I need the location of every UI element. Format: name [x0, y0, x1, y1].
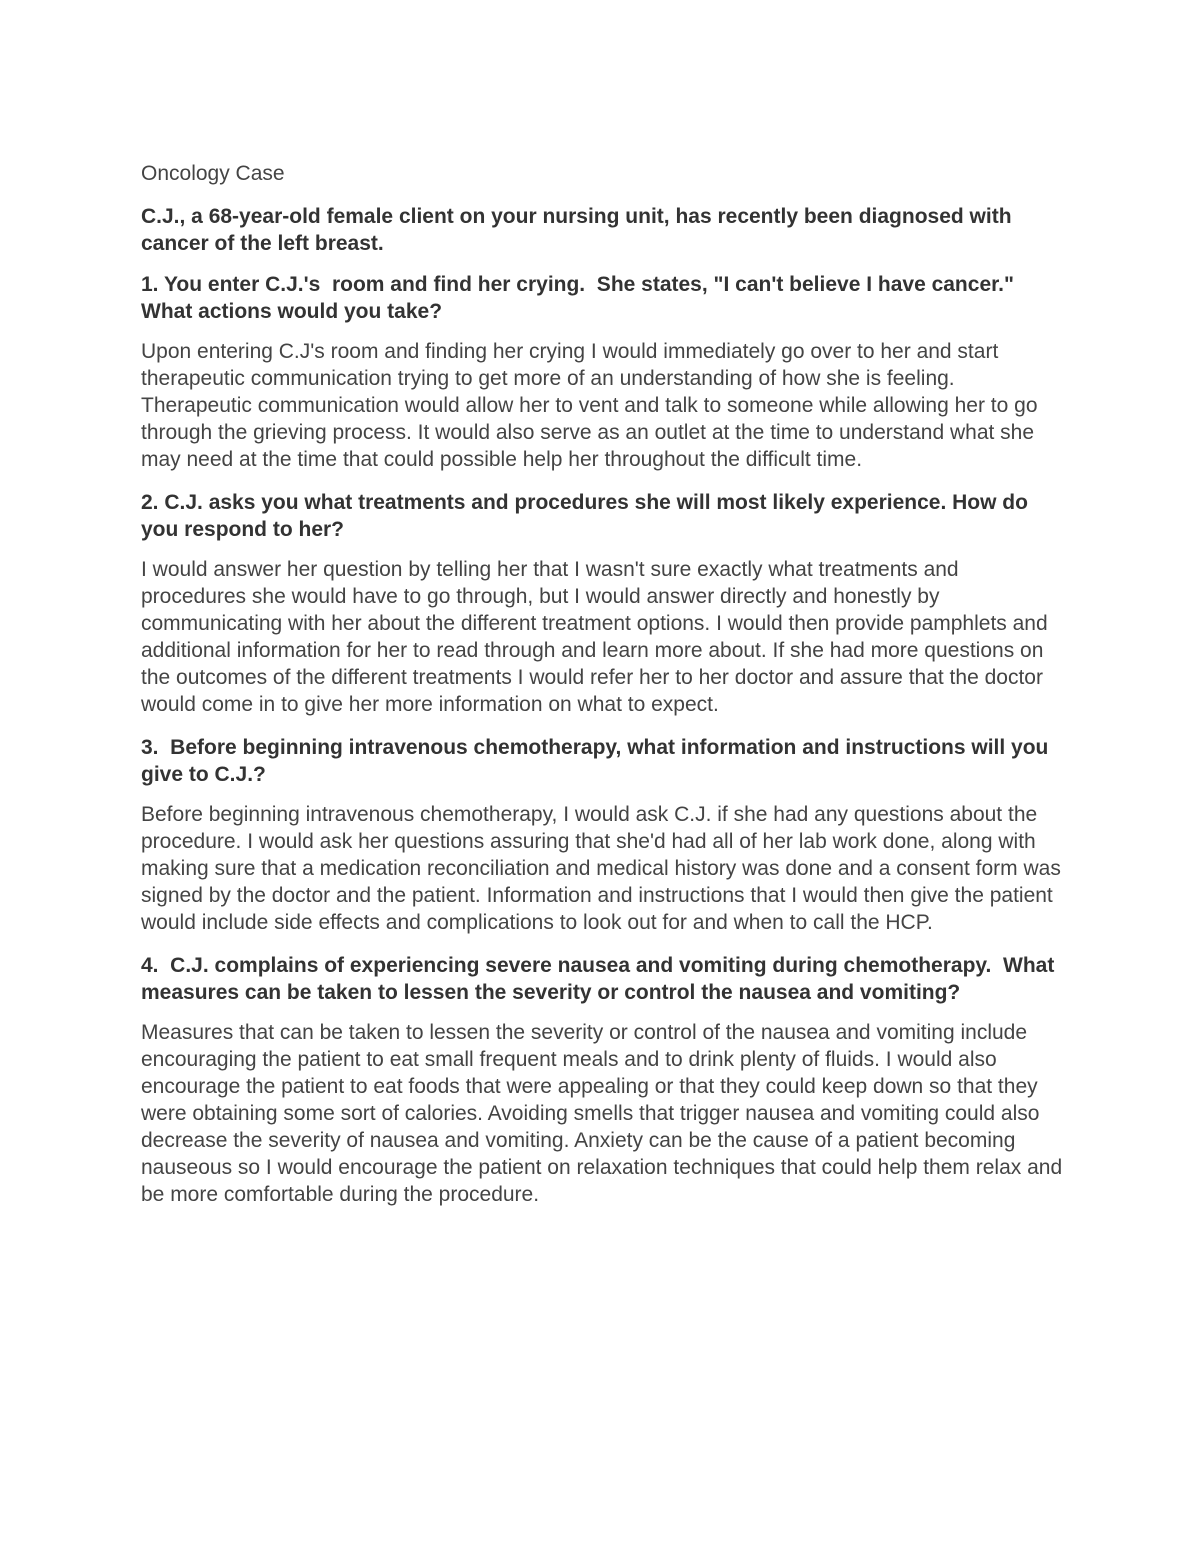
question-4: 4. C.J. complains of experiencing severe nausea and vomiting during chemotherapy. What measures can be taken to lessen the severity or control the nausea and vomiting? [141, 954, 1061, 1004]
question-3: 3. Before beginning intravenous chemotherapy, what information and instructions will you give to C.J.? [141, 736, 1055, 786]
question-2: 2. C.J. asks you what treatments and procedures she will most likely experience. How do you respond to her? [141, 491, 1034, 541]
document-title: Oncology Case [141, 162, 285, 185]
case-intro: C.J., a 68-year-old female client on your nursing unit, has recently been diagnosed with cancer of the left breast. [141, 205, 1012, 255]
question-1: 1. You enter C.J.'s room and find her crying. She states, "I can't believe I have cancer." What actions would you take? [141, 273, 1026, 323]
answer-3: Before beginning intravenous chemotherapy, I would ask C.J. if she had any questions about the procedure. I would ask her questions assuring that she'd had all of her lab work done, along with making sure that a medication reconciliation and medical history was done and a consent form was signed by the doctor and the patient. Information and instructions that I would then give the patient would include side effects and complications to look out for and when to call the HCP. [141, 803, 1061, 934]
answer-2: I would answer her question by telling her that I wasn't sure exactly what treatments and procedures she would have to go through, but I would answer directly and honestly by communicating with her about the different treatment options. I would then provide pamphlets and additional information for her to read through and learn more about. If she had more questions on the outcomes of the different treatments I would refer her to her doctor and assure that the doctor would come in to give her more information on what to expect. [141, 558, 1048, 716]
document-page [141, 160, 1066, 1224]
answer-4: Measures that can be taken to lessen the severity or control of the nausea and vomiting include encouraging the patient to eat small frequent meals and to drink plenty of fluids. I would also encourage the patient to eat foods that were appealing or that they could keep down so that they were obtaining some sort of calories. Avoiding smells that trigger nausea and vomiting could also decrease the severity of nausea and vomiting. Anxiety can be the cause of a patient becoming nauseous so I would encourage the patient on relaxation techniques that could help them relax and be more comfortable during the procedure. [141, 1021, 1063, 1206]
answer-1: Upon entering C.J's room and finding her crying I would immediately go over to her and start therapeutic communication trying to get more of an understanding of how she is feeling. Therapeutic communication would allow her to vent and talk to someone while allowing her to go through the grieving process. It would also serve as an outlet at the time to understand what she may need at the time that could possible help her throughout the difficult time. [141, 340, 1038, 471]
